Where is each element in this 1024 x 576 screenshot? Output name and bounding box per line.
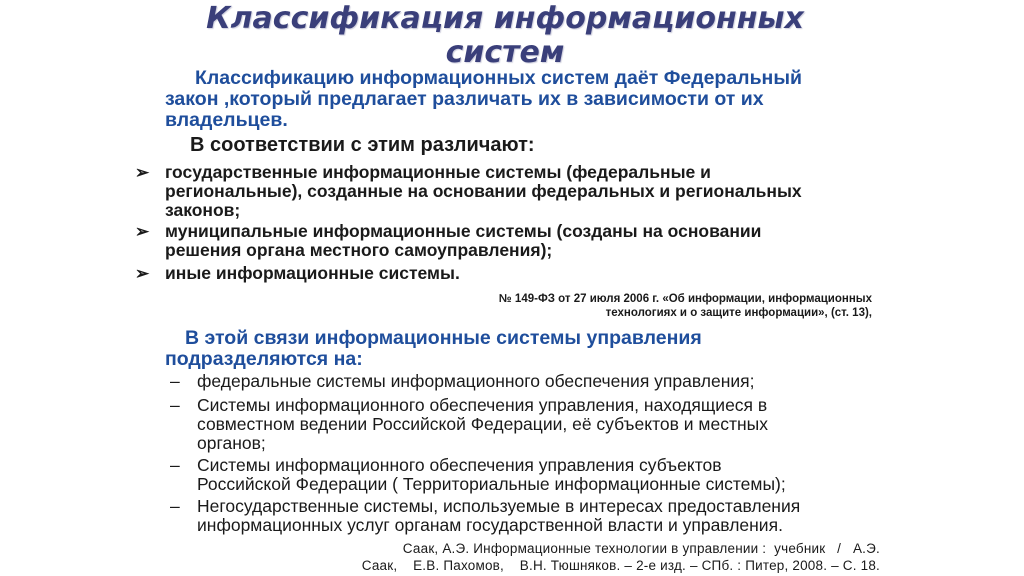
dash-bullet: – <box>170 455 180 475</box>
management-types-item-3-text <box>197 456 877 494</box>
law-citation-line-1: № 149-ФЗ от 27 июля 2006 г. «Об информации, информационных <box>498 293 872 305</box>
reference-line-1: Саак, А.Э. Информационные технологии в управлении : учебник / А.Э. <box>402 541 880 556</box>
list-item-line: органов; <box>197 433 266 453</box>
list-item-line: Системы информационного обеспечения управления, находящиеся в <box>197 395 768 415</box>
management-types-item-1 <box>170 372 880 391</box>
owner-types-item-3 <box>135 264 875 283</box>
dash-bullet: – <box>170 395 180 415</box>
title-line-1: Классификация информационных <box>206 1 804 36</box>
intro-line-2: закон ,который предлагает различать их в зависимости от их <box>165 88 764 110</box>
list-item-line: региональные), созданные на основании федеральных и региональных <box>165 181 802 201</box>
list-item-line: государственные информационные системы (федеральные и <box>165 162 711 182</box>
list-item-line: Негосударственные системы, используемые в интересах предоставления <box>197 496 801 516</box>
dash-bullet: – <box>170 496 180 516</box>
list-item-line: иные информационные системы. <box>165 263 460 283</box>
slide-title <box>180 2 830 70</box>
management-line-1: В этой связи информационные системы управления <box>185 327 702 349</box>
management-paragraph <box>165 328 885 370</box>
list-item-line: Российской Федерации ( Территориальные информационные системы); <box>197 474 786 494</box>
owner-types-item-1 <box>135 163 875 220</box>
intro-paragraph <box>165 68 885 131</box>
list-item-line: федеральные системы информационного обеспечения управления; <box>197 371 755 391</box>
reference-line-2: Саак, Е.В. Пахомов, В.Н. Тюшняков. – 2-е изд. – СПб. : Питер, 2008. – С. 18. <box>361 558 880 573</box>
owner-types-item-3-text <box>165 264 865 283</box>
bibliographic-reference <box>260 540 880 574</box>
management-types-item-1-text <box>197 372 877 391</box>
title-line-2: систем <box>445 35 565 70</box>
arrow-bullet-icon: ➢ <box>135 163 150 182</box>
law-citation-line-2: технологиях и о защите информации», (ст. 13), <box>605 307 872 319</box>
arrow-bullet-icon: ➢ <box>135 222 150 241</box>
arrow-bullet-icon: ➢ <box>135 264 150 283</box>
list-item-line: информационных услуг органам государственной власти и управления. <box>197 515 783 535</box>
management-types-item-3 <box>170 456 880 494</box>
list-item-line: решения органа местного самоуправления); <box>165 240 553 260</box>
list-item-line: законов; <box>165 200 241 220</box>
dash-bullet: – <box>170 371 180 391</box>
management-types-item-4-text <box>197 497 877 535</box>
intro-line-3: владельцев. <box>165 109 288 131</box>
law-citation <box>360 292 872 320</box>
management-types-item-4 <box>170 497 880 535</box>
list-item-line: совместном ведении Российской Федерации, её субъектов и местных <box>197 414 768 434</box>
intro-line-1: Классификацию информационных систем даёт Федеральный <box>195 67 802 89</box>
owner-types-item-2-text <box>165 222 865 260</box>
accordance-heading: В соответствии с этим различают: <box>190 134 535 156</box>
owner-types-item-1-text <box>165 163 865 220</box>
management-types-item-2-text <box>197 396 877 453</box>
owner-types-item-2 <box>135 222 875 260</box>
list-item-line: муниципальные информационные системы (созданы на основании <box>165 221 762 241</box>
management-line-2: подразделяются на: <box>165 348 363 370</box>
list-item-line: Системы информационного обеспечения управления субъектов <box>197 455 722 475</box>
management-types-item-2 <box>170 396 880 453</box>
